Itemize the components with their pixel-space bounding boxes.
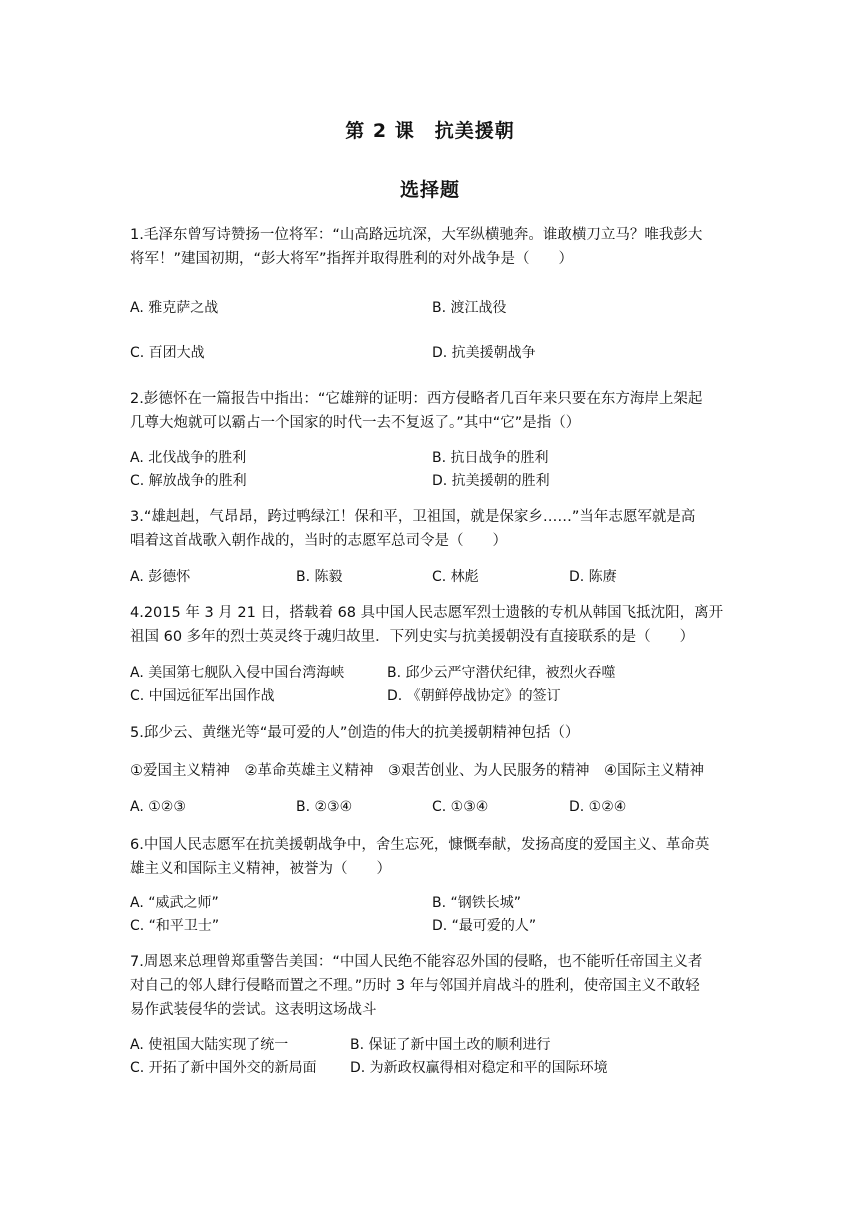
question-1-option-c: C. 百团大战 bbox=[130, 345, 205, 361]
question-5-stem bbox=[130, 721, 736, 745]
stem-line: 2.彭德怀在一篇报告中指出：“它雄辩的证明：西方侵略者几百年来只要在东方海岸上架起 bbox=[130, 391, 703, 407]
question-3-stem bbox=[130, 505, 736, 553]
question-7-option-b: B. 保证了新中国土改的顺利进行 bbox=[350, 1037, 551, 1053]
question-7-option-a: A. 使祖国大陆实现了统一 bbox=[130, 1037, 289, 1053]
question-1-stem bbox=[130, 223, 736, 271]
question-2-option-b: B. 抗日战争的胜利 bbox=[432, 450, 549, 466]
question-7-stem bbox=[130, 950, 736, 1022]
stem-line: 祖国 60 多年的烈士英灵终于魂归故里．下列史实与抗美援朝没有直接联系的是（ ） bbox=[130, 629, 695, 645]
stem-line: 唱着这首战歌入朝作战的，当时的志愿军总司令是（ ） bbox=[130, 533, 507, 549]
question-4-option-b: B. 邱少云严守潜伏纪律，被烈火吞噬 bbox=[387, 665, 616, 681]
stem-line: 将军！”建国初期，“彭大将军”指挥并取得胜利的对外战争是（ ） bbox=[130, 251, 574, 267]
stem-line: 易作武装侵华的尝试。这表明这场战斗 bbox=[130, 1002, 377, 1018]
question-4-option-a: A. 美国第七舰队入侵中国台湾海峡 bbox=[130, 665, 345, 681]
stem-line: 3.“雄赳赳，气昂昂，跨过鸭绿江！保和平，卫祖国，就是保家乡……”当年志愿军就是高 bbox=[130, 509, 696, 525]
stem-line: 1.毛泽东曾写诗赞扬一位将军：“山高路远坑深，大军纵横驰奔。谁敢横刀立马？唯我彭大 bbox=[130, 227, 703, 243]
question-2-stem bbox=[130, 387, 736, 435]
question-5-option-d: D. ①②④ bbox=[569, 799, 627, 815]
stem-line: 7.周恩来总理曾郑重警告美国：“中国人民绝不能容忍外国的侵略，也不能听任帝国主义者 bbox=[130, 954, 703, 970]
question-5-option-c: C. ①③④ bbox=[432, 799, 489, 815]
question-1-option-a: A. 雅克萨之战 bbox=[130, 300, 219, 316]
question-1-option-b: B. 渡江战役 bbox=[432, 300, 507, 316]
stem-line: 几尊大炮就可以霸占一个国家的时代一去不复返了。”其中“它”是指（） bbox=[130, 415, 581, 431]
question-5-statements: ①爱国主义精神 ②革命英雄主义精神 ③艰苦创业、为人民服务的精神 ④国际主义精神 bbox=[130, 763, 704, 779]
question-6-option-b: B. “钢铁长城” bbox=[432, 895, 522, 911]
stem-line: 雄主义和国际主义精神，被誉为（ ） bbox=[130, 861, 391, 877]
question-6-option-c: C. “和平卫士” bbox=[130, 918, 220, 934]
question-3-option-a: A. 彭德怀 bbox=[130, 569, 191, 585]
question-7-option-c: C. 开拓了新中国外交的新局面 bbox=[130, 1060, 317, 1076]
stem-line: 5.邱少云、黄继光等“最可爱的人”创造的伟大的抗美援朝精神包括（） bbox=[130, 725, 580, 741]
question-3-option-b: B. 陈毅 bbox=[296, 569, 343, 585]
question-3-option-c: C. 林彪 bbox=[432, 569, 479, 585]
stem-line: 对自己的邻人肆行侵略而置之不理。”历时 3 年与邻国并肩战斗的胜利，使帝国主义不敢轻 bbox=[130, 978, 700, 994]
question-6-option-a: A. “威武之师” bbox=[130, 895, 219, 911]
question-4-option-c: C. 中国远征军出国作战 bbox=[130, 688, 275, 704]
question-2-option-c: C. 解放战争的胜利 bbox=[130, 473, 247, 489]
question-3-option-d: D. 陈赓 bbox=[569, 569, 617, 585]
section-heading: 选择题 bbox=[399, 179, 460, 201]
question-5-option-a: A. ①②③ bbox=[130, 799, 186, 815]
question-5-option-b: B. ②③④ bbox=[296, 799, 353, 815]
question-6-option-d: D. “最可爱的人” bbox=[432, 918, 537, 934]
question-4-stem bbox=[130, 601, 736, 649]
lesson-title: 第 2 课 抗美援朝 bbox=[345, 120, 515, 142]
question-1-option-d: D. 抗美援朝战争 bbox=[432, 345, 536, 361]
stem-line: 4.2015 年 3 月 21 日，搭载着 68 具中国人民志愿军烈士遗骸的专机从韩国飞抵沈阳，离开 bbox=[130, 605, 724, 621]
question-7-option-d: D. 为新政权赢得相对稳定和平的国际环境 bbox=[350, 1060, 608, 1076]
question-6-stem bbox=[130, 833, 736, 881]
question-2-option-d: D. 抗美援朝的胜利 bbox=[432, 473, 550, 489]
question-4-option-d: D. 《朝鲜停战协定》的签订 bbox=[387, 688, 561, 704]
stem-line: 6.中国人民志愿军在抗美援朝战争中，舍生忘死，慷慨奉献，发扬高度的爱国主义、革命英 bbox=[130, 837, 710, 853]
question-2-option-a: A. 北伐战争的胜利 bbox=[130, 450, 247, 466]
